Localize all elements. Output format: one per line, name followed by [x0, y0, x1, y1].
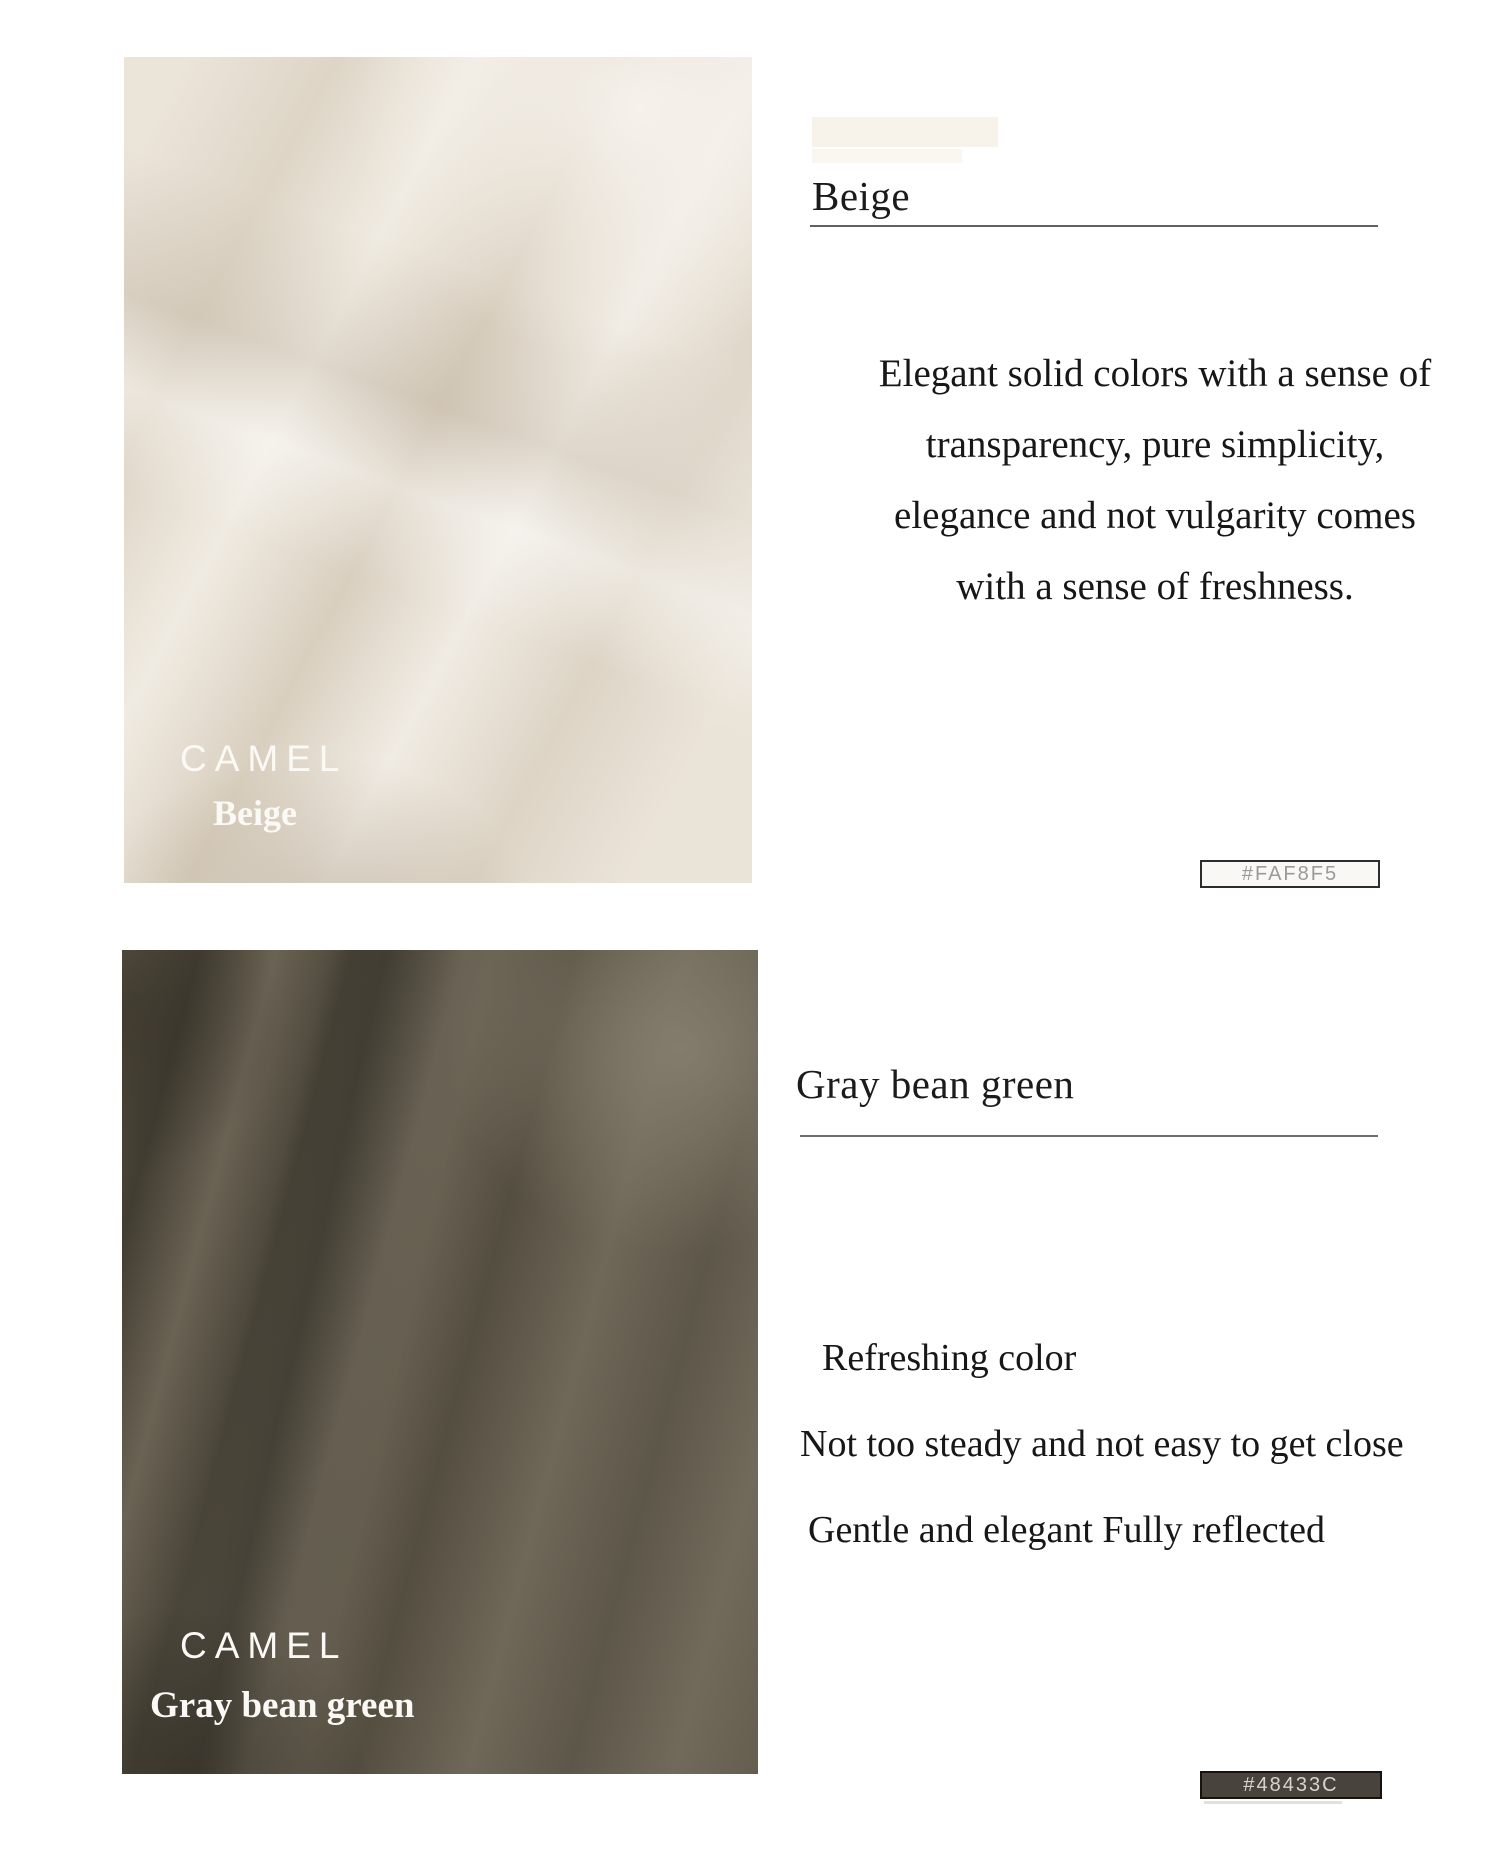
description-line: elegance and not vulgarity comes [894, 494, 1416, 537]
hex-color-swatch [1200, 1771, 1382, 1799]
faded-watermark [812, 117, 998, 147]
heading-rule [800, 1135, 1378, 1137]
description-line: Gentle and elegant Fully reflected [808, 1509, 1326, 1551]
description-line: with a sense of freshness. [956, 565, 1354, 608]
erased-text-artifact [1204, 1801, 1342, 1804]
color-description [810, 338, 1500, 622]
color-description [800, 1338, 1500, 1596]
heading-rule [810, 225, 1378, 227]
color-section-heading: Beige [812, 173, 911, 219]
description-line: Elegant solid colors with a sense of [878, 352, 1432, 395]
description-line: transparency, pure simplicity, [925, 423, 1385, 466]
description-line: Not too steady and not easy to get close [800, 1423, 1404, 1465]
hex-color-value: #48433C [1243, 1773, 1339, 1796]
description-line: Refreshing color [822, 1337, 1077, 1379]
faded-watermark [812, 149, 962, 163]
color-section-heading: Gray bean green [796, 1061, 1075, 1107]
fabric-color-name-label: Gray bean green [150, 1685, 415, 1726]
fabric-color-name-label: Beige [213, 793, 297, 833]
brand-label: CAMEL [180, 738, 348, 779]
hex-color-value: #FAF8F5 [1241, 862, 1339, 885]
hex-color-swatch [1200, 860, 1380, 888]
brand-label: CAMEL [180, 1625, 348, 1666]
